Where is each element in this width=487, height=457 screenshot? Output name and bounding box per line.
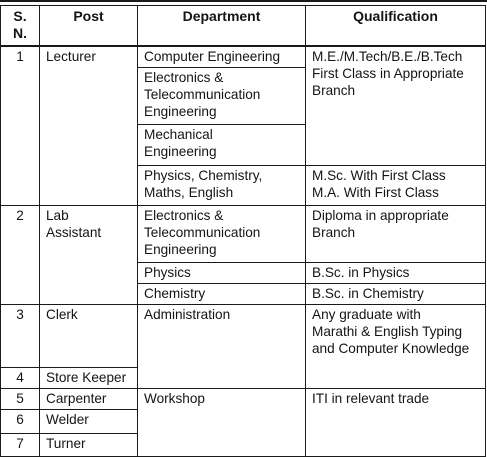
header-sn: S. N.: [1, 6, 40, 47]
department-line: Telecommunication: [144, 225, 261, 240]
post-line: Lab: [46, 208, 69, 223]
qualification-cell: [306, 206, 486, 263]
qualification-cell: B.Sc. in Physics: [306, 263, 486, 284]
sn-cell: 6: [1, 410, 40, 434]
qualification-line: Marathi & English Typing: [312, 324, 463, 339]
posts-table: [0, 5, 486, 457]
header-qualification: Qualification: [306, 6, 486, 47]
qualification-line: Branch: [312, 225, 356, 240]
header-post: Post: [40, 6, 138, 47]
department-cell: Administration: [138, 305, 306, 389]
qualification-line: First Class in Appropriate: [312, 66, 464, 81]
department-cell: [138, 68, 306, 125]
qualification-line: M.E./M.Tech/B.E./B.Tech: [312, 49, 463, 64]
post-line: Assistant: [46, 225, 102, 240]
table-row: [1, 389, 486, 410]
qualification-line: M.Sc. With First Class: [312, 168, 446, 183]
department-line: Electronics &: [144, 70, 224, 85]
qualification-cell: ITI in relevant trade: [306, 389, 486, 457]
sn-cell: 7: [1, 434, 40, 457]
header-department: Department: [138, 6, 306, 47]
qualification-line: M.A. With First Class: [312, 185, 439, 200]
department-text: Computer Engineering: [144, 49, 281, 64]
sn-cell: 1: [1, 46, 40, 206]
qualification-cell: [306, 166, 486, 206]
sn-cell: 4: [1, 368, 40, 389]
qualification-cell: B.Sc. in Chemistry: [306, 284, 486, 305]
table-row: [1, 305, 486, 368]
department-cell: [138, 46, 306, 68]
table-row: [1, 46, 486, 68]
department-line: Engineering: [144, 144, 217, 159]
department-cell: Chemistry: [138, 284, 306, 305]
department-line: Mechanical: [144, 127, 213, 142]
post-cell: Turner: [40, 434, 138, 457]
header-row: [1, 6, 486, 47]
department-cell: [138, 206, 306, 263]
post-cell: Lecturer: [40, 46, 138, 206]
sn-cell: 2: [1, 206, 40, 305]
sn-cell: 3: [1, 305, 40, 368]
department-cell: [138, 166, 306, 206]
department-cell: Physics: [138, 263, 306, 284]
qualification-cell: [306, 305, 486, 389]
department-line: Engineering: [144, 104, 217, 119]
department-cell: [138, 125, 306, 166]
qualification-line: and Computer Knowledge: [312, 341, 470, 356]
post-cell: Clerk: [40, 305, 138, 368]
table-row: [1, 206, 486, 263]
post-cell: Carpenter: [40, 389, 138, 410]
department-line: Telecommunication: [144, 87, 261, 102]
department-line: Engineering: [144, 242, 217, 257]
post-cell: Welder: [40, 410, 138, 434]
department-line: Physics, Chemistry,: [144, 168, 263, 183]
sn-cell: 5: [1, 389, 40, 410]
qualification-line: Branch: [312, 83, 356, 98]
qualification-cell: [306, 46, 486, 166]
department-line: Maths, English: [144, 185, 234, 200]
qualification-line: Diploma in appropriate: [312, 208, 449, 223]
post-cell: Store Keeper: [40, 368, 138, 389]
post-cell: [40, 206, 138, 305]
department-cell: Workshop: [138, 389, 306, 457]
department-line: Electronics &: [144, 208, 224, 223]
qualification-line: Any graduate with: [312, 307, 421, 322]
